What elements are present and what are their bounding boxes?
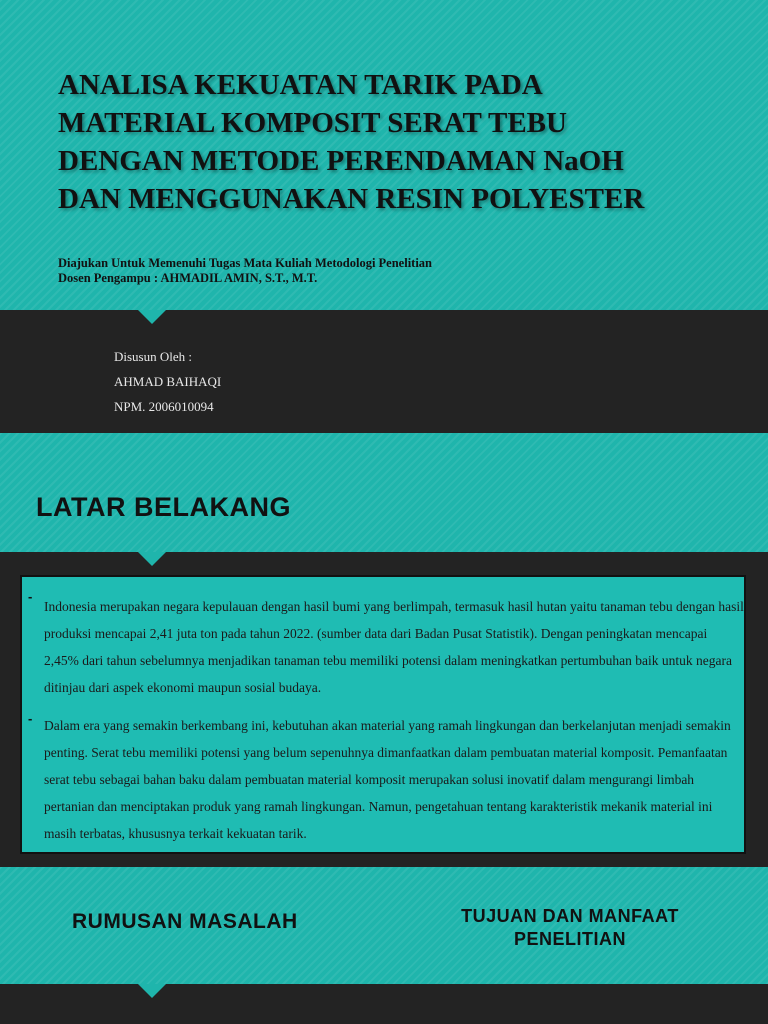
section-notch	[138, 310, 166, 324]
bullet-paragraph-2: Dalam era yang semakin berkembang ini, kebutuhan akan material yang ramah lingkungan dan berkelanjutan menjadi semakin penting. Serat tebu memiliki potensi yang belum sepenuhnya dimanfaatkan dalam pembuatan material komposit. Pemanfaatan serat tebu sebagai bahan baku dalam pembuatan material komposit merupakan solusi inovatif dalam mengurangi limbah pertanian dan menciptakan produk yang ramah lingkungan. Namun, pengetahuan tentang karakteristik mekanik material ini masih terbatas, khususnya terkait kekuatan tarik.	[44, 718, 731, 841]
tujuan-line-1: TUJUAN DAN MANFAAT	[461, 906, 679, 926]
author-name: AHMAD BAIHAQI	[114, 374, 222, 389]
title-line: DAN MENGGUNAKAN RESIN POLYESTER	[58, 183, 645, 215]
subtitle-lecturer: Dosen Pengampu : AHMADIL AMIN, S.T., M.T.	[58, 271, 318, 285]
title-line: MATERIAL KOMPOSIT SERAT TEBU	[58, 107, 567, 139]
slide-subtitle	[58, 256, 718, 286]
rumusan-masalah-heading: RUMUSAN MASALAH	[72, 910, 298, 933]
title-line: DENGAN METODE PERENDAMAN NaOH	[58, 145, 624, 177]
author-block	[114, 344, 221, 419]
bullet-paragraph-1: Indonesia merupakan negara kepulauan dengan hasil bumi yang berlimpah, termasuk hasil hutan yaitu tanaman tebu dengan hasil produksi mencapai 2,41 juta ton pada tahun 2022. (sumber data dari Badan Pusat Statistik). Dengan peningkatan mencapai 2,45% dari tahun sebelumnya menjadikan tanaman tebu memiliki potensi dalam meningkatkan pertumbuhan baik untuk negara ditinjau dari aspek ekonomi maupun sosial budaya.	[44, 599, 744, 695]
slide-title	[58, 66, 738, 218]
bullet-marker: -	[28, 589, 33, 604]
tujuan-line-2: PENELITIAN	[513, 929, 626, 949]
author-npm: NPM. 2006010094	[114, 399, 214, 414]
author-label: Disusun Oleh :	[114, 349, 192, 364]
slide3-content-band	[0, 984, 768, 1024]
subtitle-course: Diajukan Untuk Memenuhi Tugas Mata Kuliah Metodologi Penelitian	[58, 256, 433, 270]
bullet-marker: -	[28, 711, 33, 726]
section-notch	[138, 552, 166, 566]
tujuan-manfaat-heading	[430, 905, 710, 951]
title-line: ANALISA KEKUATAN TARIK PADA	[58, 69, 543, 101]
latar-belakang-heading: LATAR BELAKANG	[36, 492, 291, 522]
section-notch	[138, 984, 166, 998]
background-text-panel	[20, 575, 746, 854]
